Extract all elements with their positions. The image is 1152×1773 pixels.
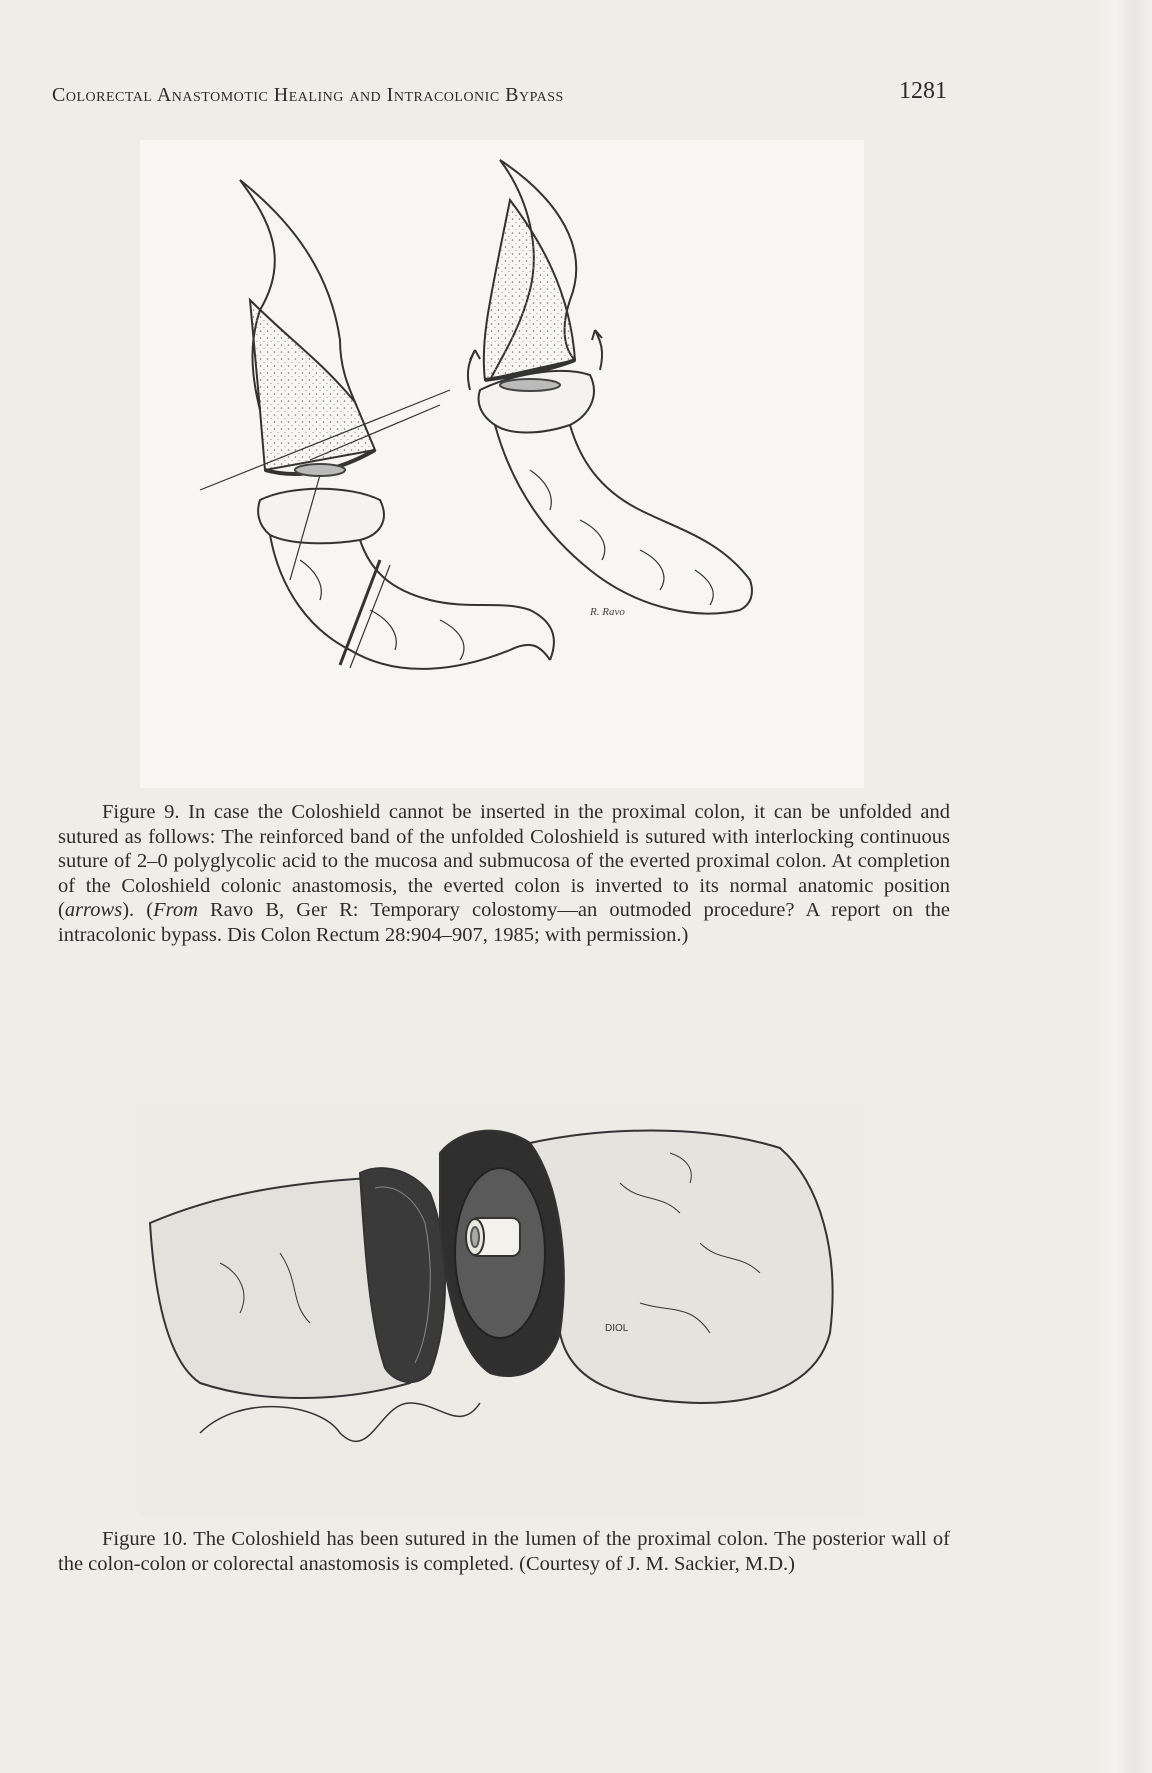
caption-9-arrows: arrows bbox=[64, 899, 123, 921]
caption-9-from: From bbox=[153, 899, 198, 921]
page-edge bbox=[1092, 0, 1152, 1773]
figure-9-caption bbox=[58, 800, 950, 947]
figure-9-illustration bbox=[140, 140, 864, 788]
figure-9-drawing bbox=[140, 140, 864, 788]
figure-9-signature: R. Ravo bbox=[590, 606, 625, 618]
caption-10-text: Figure 10. The Coloshield has been sutured in the lumen of the proximal colon. The posterior wall of the colon-colon or colorectal anastomosis is completed. (Courtesy of J. M. Sackier, M.D.) bbox=[58, 1528, 950, 1575]
right-colon-drawing bbox=[468, 160, 752, 614]
page-number: 1281 bbox=[899, 78, 947, 104]
figure-10-signature: DIOL bbox=[605, 1323, 629, 1334]
caption-9-text-2: ). ( bbox=[122, 899, 154, 921]
figure-10-drawing bbox=[140, 1103, 864, 1517]
caption-9-text-1: Figure 9. In case the Coloshield cannot be inserted in the proximal colon, it can be unfolded and sutured as follows: The reinforced band of the unfolded Coloshield is sutured with interlocking continuous suture of 2–0 polyglycolic acid to the mucosa and submucosa of the everted proximal colon. At completion of the Coloshield colonic anastomosis, the everted colon is inverted to its normal anatomic position ( bbox=[58, 801, 950, 921]
figure-10-illustration bbox=[140, 1103, 864, 1517]
caption-9-text-3: Ravo B, Ger R: Temporary colostomy—an outmoded procedure? A report on the intracolonic bypass. Dis Colon Rectum 28:904–907, 1985; with permission.) bbox=[58, 899, 950, 946]
running-head: Colorectal Anastomotic Healing and Intracolonic Bypass bbox=[52, 84, 564, 106]
figure-10-caption bbox=[58, 1527, 950, 1576]
